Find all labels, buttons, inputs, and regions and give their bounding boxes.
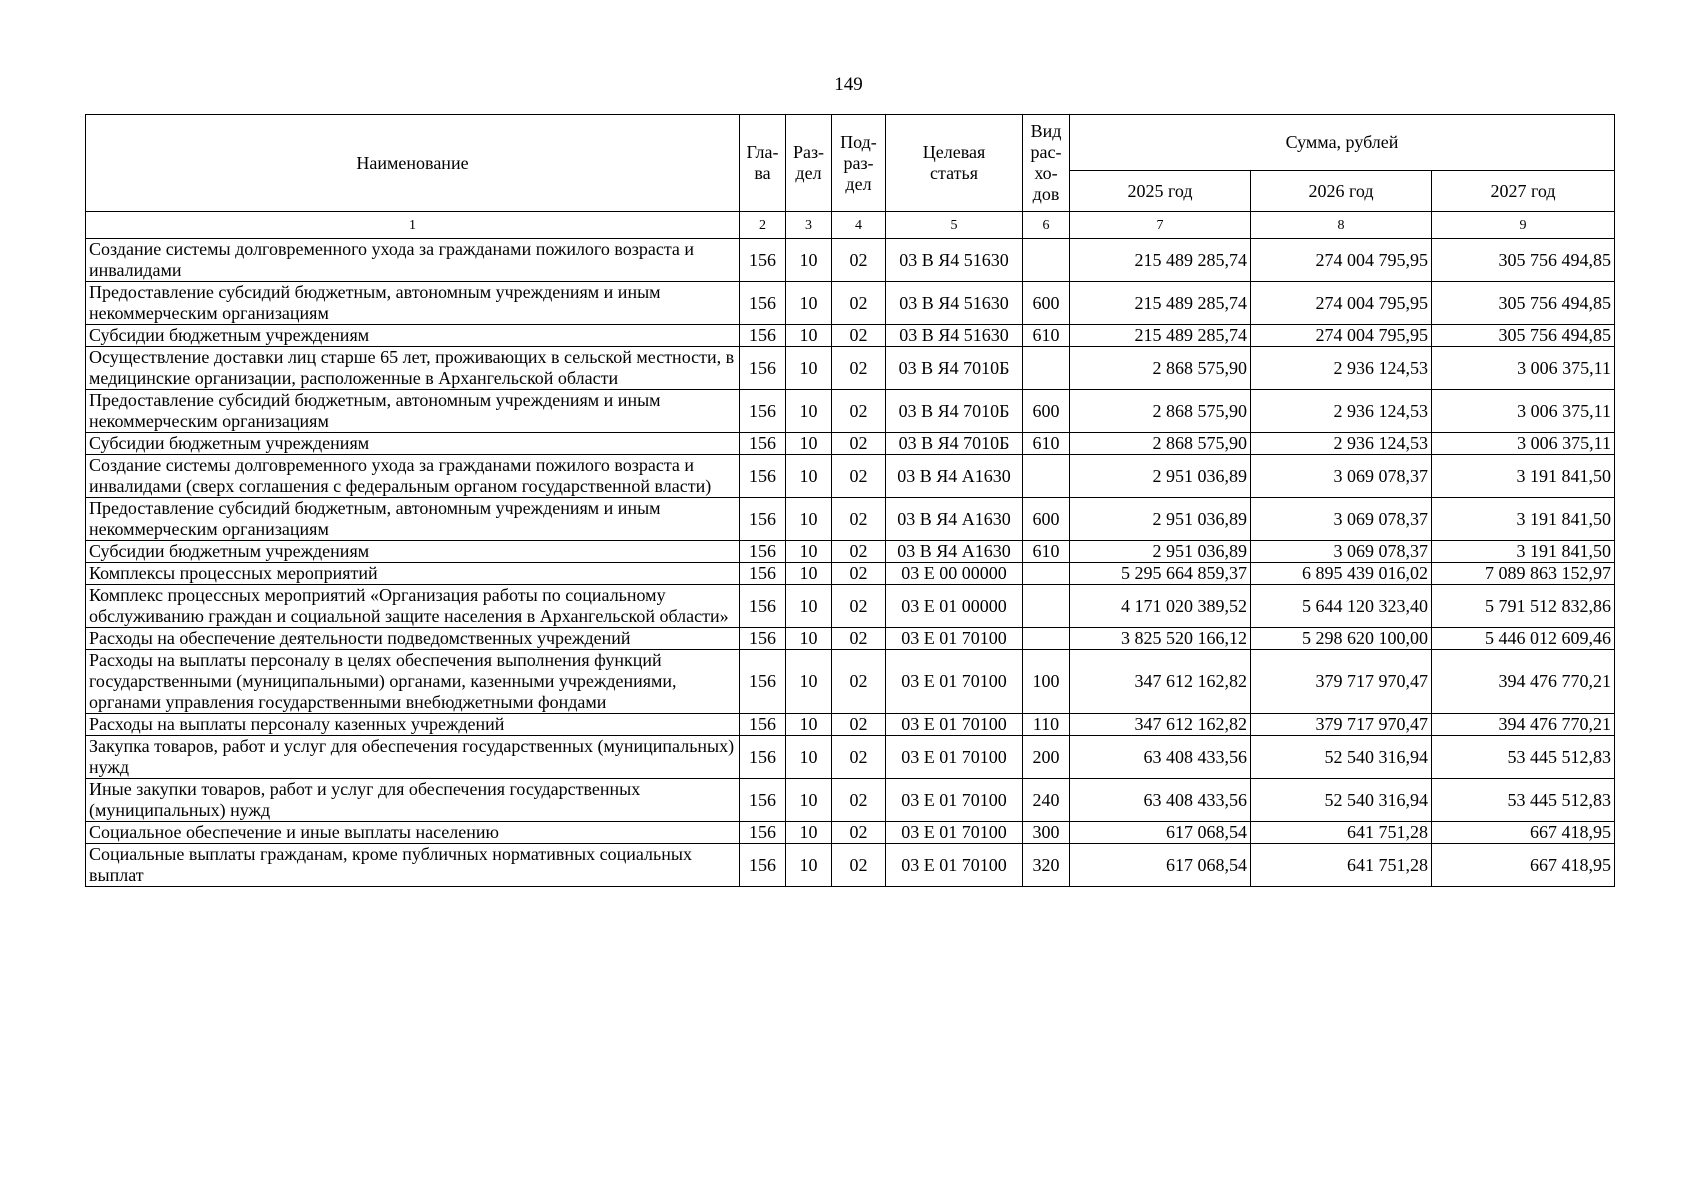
row-amount-2025: 215 489 285,74 xyxy=(1070,239,1251,282)
row-amount-2026: 274 004 795,95 xyxy=(1251,282,1432,325)
row-section: 10 xyxy=(786,433,832,455)
row-section: 10 xyxy=(786,347,832,390)
table-row xyxy=(86,779,1615,822)
row-name: Предоставление субсидий бюджетным, автономным учреждениям и иным некоммерческим организациям xyxy=(86,282,740,325)
row-name: Расходы на выплаты персоналу в целях обеспечения выполнения функций государственными (муниципальными) органами, казенными учреждениями, органами управления государственными внебюджетными фондами xyxy=(86,650,740,714)
row-subsection: 02 xyxy=(832,714,886,736)
row-target-article: 03 В Я4 51630 xyxy=(886,239,1023,282)
row-chapter: 156 xyxy=(740,239,786,282)
row-subsection: 02 xyxy=(832,736,886,779)
row-amount-2026: 379 717 970,47 xyxy=(1251,650,1432,714)
row-amount-2025: 4 171 020 389,52 xyxy=(1070,585,1251,628)
row-expense-type: 610 xyxy=(1023,541,1070,563)
row-subsection: 02 xyxy=(832,822,886,844)
row-amount-2026: 52 540 316,94 xyxy=(1251,779,1432,822)
row-amount-2027: 3 006 375,11 xyxy=(1432,433,1615,455)
row-section: 10 xyxy=(786,455,832,498)
row-amount-2025: 215 489 285,74 xyxy=(1070,325,1251,347)
table-row xyxy=(86,347,1615,390)
row-amount-2026: 52 540 316,94 xyxy=(1251,736,1432,779)
row-target-article: 03 В Я4 51630 xyxy=(886,325,1023,347)
header-year-2025: 2025 год xyxy=(1070,171,1251,212)
row-name: Субсидии бюджетным учреждениям xyxy=(86,433,740,455)
row-amount-2027: 305 756 494,85 xyxy=(1432,239,1615,282)
row-section: 10 xyxy=(786,628,832,650)
row-chapter: 156 xyxy=(740,585,786,628)
row-name: Предоставление субсидий бюджетным, автономным учреждениям и иным некоммерческим организациям xyxy=(86,390,740,433)
row-section: 10 xyxy=(786,541,832,563)
row-amount-2026: 379 717 970,47 xyxy=(1251,714,1432,736)
row-amount-2027: 3 006 375,11 xyxy=(1432,390,1615,433)
column-number: 7 xyxy=(1070,212,1251,239)
row-chapter: 156 xyxy=(740,714,786,736)
row-name: Социальные выплаты гражданам, кроме публичных нормативных социальных выплат xyxy=(86,844,740,887)
row-subsection: 02 xyxy=(832,779,886,822)
row-amount-2027: 305 756 494,85 xyxy=(1432,325,1615,347)
row-name: Создание системы долговременного ухода за гражданами пожилого возраста и инвалидами xyxy=(86,239,740,282)
row-chapter: 156 xyxy=(740,282,786,325)
row-section: 10 xyxy=(786,822,832,844)
row-amount-2026: 2 936 124,53 xyxy=(1251,390,1432,433)
row-expense-type: 610 xyxy=(1023,325,1070,347)
row-expense-type: 200 xyxy=(1023,736,1070,779)
row-name: Предоставление субсидий бюджетным, автономным учреждениям и иным некоммерческим организациям xyxy=(86,498,740,541)
table-row xyxy=(86,541,1615,563)
header-expense-type: Вид рас- хо- дов xyxy=(1023,115,1070,212)
row-section: 10 xyxy=(786,239,832,282)
column-number: 1 xyxy=(86,212,740,239)
column-number: 5 xyxy=(886,212,1023,239)
row-name: Расходы на выплаты персоналу казенных учреждений xyxy=(86,714,740,736)
row-section: 10 xyxy=(786,844,832,887)
row-name: Создание системы долговременного ухода за гражданами пожилого возраста и инвалидами (сверх соглашения с федеральным органом государственной власти) xyxy=(86,455,740,498)
header-target-article: Целевая статья xyxy=(886,115,1023,212)
row-amount-2025: 3 825 520 166,12 xyxy=(1070,628,1251,650)
header-section: Раз- дел xyxy=(786,115,832,212)
table-header xyxy=(86,115,1615,239)
row-subsection: 02 xyxy=(832,650,886,714)
row-amount-2025: 2 951 036,89 xyxy=(1070,541,1251,563)
row-amount-2027: 3 191 841,50 xyxy=(1432,455,1615,498)
row-amount-2026: 5 644 120 323,40 xyxy=(1251,585,1432,628)
row-target-article: 03 В Я4 51630 xyxy=(886,282,1023,325)
row-amount-2027: 394 476 770,21 xyxy=(1432,714,1615,736)
row-amount-2025: 215 489 285,74 xyxy=(1070,282,1251,325)
row-target-article: 03 Е 01 70100 xyxy=(886,650,1023,714)
row-section: 10 xyxy=(786,325,832,347)
table-row xyxy=(86,822,1615,844)
row-amount-2027: 5 791 512 832,86 xyxy=(1432,585,1615,628)
row-amount-2027: 53 445 512,83 xyxy=(1432,736,1615,779)
row-chapter: 156 xyxy=(740,822,786,844)
row-expense-type: 110 xyxy=(1023,714,1070,736)
row-expense-type: 240 xyxy=(1023,779,1070,822)
row-amount-2025: 2 868 575,90 xyxy=(1070,347,1251,390)
row-amount-2026: 641 751,28 xyxy=(1251,844,1432,887)
row-amount-2027: 305 756 494,85 xyxy=(1432,282,1615,325)
table-row xyxy=(86,714,1615,736)
table-row xyxy=(86,563,1615,585)
row-name: Комплекс процессных мероприятий «Организация работы по социальному обслуживанию граждан и социальной защите населения в Архангельской области» xyxy=(86,585,740,628)
table-row xyxy=(86,736,1615,779)
row-chapter: 156 xyxy=(740,347,786,390)
row-target-article: 03 В Я4 7010Б xyxy=(886,347,1023,390)
row-section: 10 xyxy=(786,563,832,585)
row-target-article: 03 В Я4 7010Б xyxy=(886,433,1023,455)
row-amount-2025: 347 612 162,82 xyxy=(1070,650,1251,714)
row-amount-2025: 617 068,54 xyxy=(1070,844,1251,887)
row-expense-type xyxy=(1023,239,1070,282)
table-row xyxy=(86,455,1615,498)
row-chapter: 156 xyxy=(740,325,786,347)
row-subsection: 02 xyxy=(832,563,886,585)
table-row xyxy=(86,433,1615,455)
row-subsection: 02 xyxy=(832,585,886,628)
row-target-article: 03 В Я4 А1630 xyxy=(886,455,1023,498)
row-expense-type xyxy=(1023,563,1070,585)
row-name: Осуществление доставки лиц старше 65 лет, проживающих в сельской местности, в медицинские организации, расположенные в Архангельской области xyxy=(86,347,740,390)
row-name: Комплексы процессных мероприятий xyxy=(86,563,740,585)
row-amount-2027: 7 089 863 152,97 xyxy=(1432,563,1615,585)
row-name: Закупка товаров, работ и услуг для обеспечения государственных (муниципальных) нужд xyxy=(86,736,740,779)
row-expense-type: 600 xyxy=(1023,498,1070,541)
row-amount-2026: 5 298 620 100,00 xyxy=(1251,628,1432,650)
row-target-article: 03 Е 01 70100 xyxy=(886,779,1023,822)
row-chapter: 156 xyxy=(740,498,786,541)
table-row xyxy=(86,498,1615,541)
row-subsection: 02 xyxy=(832,347,886,390)
row-name: Расходы на обеспечение деятельности подведомственных учреждений xyxy=(86,628,740,650)
row-name: Иные закупки товаров, работ и услуг для обеспечения государственных (муниципальных) нужд xyxy=(86,779,740,822)
row-amount-2026: 274 004 795,95 xyxy=(1251,325,1432,347)
row-subsection: 02 xyxy=(832,325,886,347)
row-chapter: 156 xyxy=(740,650,786,714)
row-expense-type: 600 xyxy=(1023,390,1070,433)
row-amount-2025: 63 408 433,56 xyxy=(1070,736,1251,779)
row-target-article: 03 В Я4 А1630 xyxy=(886,541,1023,563)
row-amount-2025: 2 868 575,90 xyxy=(1070,433,1251,455)
table-row xyxy=(86,585,1615,628)
table-row xyxy=(86,650,1615,714)
row-amount-2026: 2 936 124,53 xyxy=(1251,347,1432,390)
row-amount-2026: 6 895 439 016,02 xyxy=(1251,563,1432,585)
row-amount-2025: 617 068,54 xyxy=(1070,822,1251,844)
row-section: 10 xyxy=(786,282,832,325)
row-name: Субсидии бюджетным учреждениям xyxy=(86,325,740,347)
row-amount-2027: 3 191 841,50 xyxy=(1432,541,1615,563)
column-numbers-row xyxy=(86,212,1615,239)
row-target-article: 03 В Я4 А1630 xyxy=(886,498,1023,541)
row-expense-type: 600 xyxy=(1023,282,1070,325)
row-expense-type xyxy=(1023,455,1070,498)
column-number: 3 xyxy=(786,212,832,239)
row-chapter: 156 xyxy=(740,844,786,887)
row-target-article: 03 Е 01 70100 xyxy=(886,844,1023,887)
row-target-article: 03 Е 01 70100 xyxy=(886,714,1023,736)
row-chapter: 156 xyxy=(740,541,786,563)
row-amount-2027: 394 476 770,21 xyxy=(1432,650,1615,714)
row-section: 10 xyxy=(786,714,832,736)
row-target-article: 03 Е 01 70100 xyxy=(886,822,1023,844)
column-number: 6 xyxy=(1023,212,1070,239)
header-subsection: Под- раз- дел xyxy=(832,115,886,212)
row-target-article: 03 Е 00 00000 xyxy=(886,563,1023,585)
row-subsection: 02 xyxy=(832,628,886,650)
table-body xyxy=(86,239,1615,887)
row-expense-type xyxy=(1023,347,1070,390)
row-amount-2027: 3 006 375,11 xyxy=(1432,347,1615,390)
row-amount-2025: 63 408 433,56 xyxy=(1070,779,1251,822)
table-row xyxy=(86,390,1615,433)
row-subsection: 02 xyxy=(832,433,886,455)
row-expense-type xyxy=(1023,585,1070,628)
page-number: 149 xyxy=(834,74,863,95)
row-amount-2026: 3 069 078,37 xyxy=(1251,498,1432,541)
header-year-2026: 2026 год xyxy=(1251,171,1432,212)
column-number: 9 xyxy=(1432,212,1615,239)
row-section: 10 xyxy=(786,736,832,779)
row-name: Субсидии бюджетным учреждениям xyxy=(86,541,740,563)
row-subsection: 02 xyxy=(832,239,886,282)
row-subsection: 02 xyxy=(832,390,886,433)
row-section: 10 xyxy=(786,779,832,822)
row-amount-2025: 5 295 664 859,37 xyxy=(1070,563,1251,585)
header-year-2027: 2027 год xyxy=(1432,171,1615,212)
table-row xyxy=(86,628,1615,650)
row-section: 10 xyxy=(786,390,832,433)
row-target-article: 03 Е 01 00000 xyxy=(886,585,1023,628)
row-amount-2026: 641 751,28 xyxy=(1251,822,1432,844)
row-expense-type: 100 xyxy=(1023,650,1070,714)
row-section: 10 xyxy=(786,650,832,714)
row-chapter: 156 xyxy=(740,563,786,585)
row-chapter: 156 xyxy=(740,390,786,433)
row-amount-2025: 2 868 575,90 xyxy=(1070,390,1251,433)
row-target-article: 03 В Я4 7010Б xyxy=(886,390,1023,433)
row-expense-type: 320 xyxy=(1023,844,1070,887)
row-target-article: 03 Е 01 70100 xyxy=(886,736,1023,779)
row-expense-type: 300 xyxy=(1023,822,1070,844)
row-amount-2025: 2 951 036,89 xyxy=(1070,498,1251,541)
row-amount-2027: 3 191 841,50 xyxy=(1432,498,1615,541)
row-subsection: 02 xyxy=(832,541,886,563)
row-amount-2027: 667 418,95 xyxy=(1432,844,1615,887)
row-chapter: 156 xyxy=(740,736,786,779)
row-amount-2025: 347 612 162,82 xyxy=(1070,714,1251,736)
row-amount-2026: 2 936 124,53 xyxy=(1251,433,1432,455)
header-amount: Сумма, рублей xyxy=(1070,115,1615,171)
column-number: 2 xyxy=(740,212,786,239)
row-amount-2026: 3 069 078,37 xyxy=(1251,455,1432,498)
row-target-article: 03 Е 01 70100 xyxy=(886,628,1023,650)
table-row xyxy=(86,239,1615,282)
row-subsection: 02 xyxy=(832,455,886,498)
row-subsection: 02 xyxy=(832,282,886,325)
table-row xyxy=(86,844,1615,887)
column-number: 8 xyxy=(1251,212,1432,239)
row-amount-2027: 5 446 012 609,46 xyxy=(1432,628,1615,650)
header-name: Наименование xyxy=(86,115,740,212)
row-expense-type: 610 xyxy=(1023,433,1070,455)
header-chapter: Гла- ва xyxy=(740,115,786,212)
row-amount-2027: 53 445 512,83 xyxy=(1432,779,1615,822)
row-name: Социальное обеспечение и иные выплаты населению xyxy=(86,822,740,844)
row-amount-2027: 667 418,95 xyxy=(1432,822,1615,844)
row-subsection: 02 xyxy=(832,498,886,541)
table-row xyxy=(86,325,1615,347)
row-chapter: 156 xyxy=(740,433,786,455)
row-chapter: 156 xyxy=(740,628,786,650)
row-amount-2026: 3 069 078,37 xyxy=(1251,541,1432,563)
column-number: 4 xyxy=(832,212,886,239)
row-chapter: 156 xyxy=(740,455,786,498)
row-expense-type xyxy=(1023,628,1070,650)
budget-table xyxy=(85,114,1615,887)
row-section: 10 xyxy=(786,498,832,541)
row-subsection: 02 xyxy=(832,844,886,887)
row-section: 10 xyxy=(786,585,832,628)
table-row xyxy=(86,282,1615,325)
row-amount-2025: 2 951 036,89 xyxy=(1070,455,1251,498)
row-chapter: 156 xyxy=(740,779,786,822)
row-amount-2026: 274 004 795,95 xyxy=(1251,239,1432,282)
